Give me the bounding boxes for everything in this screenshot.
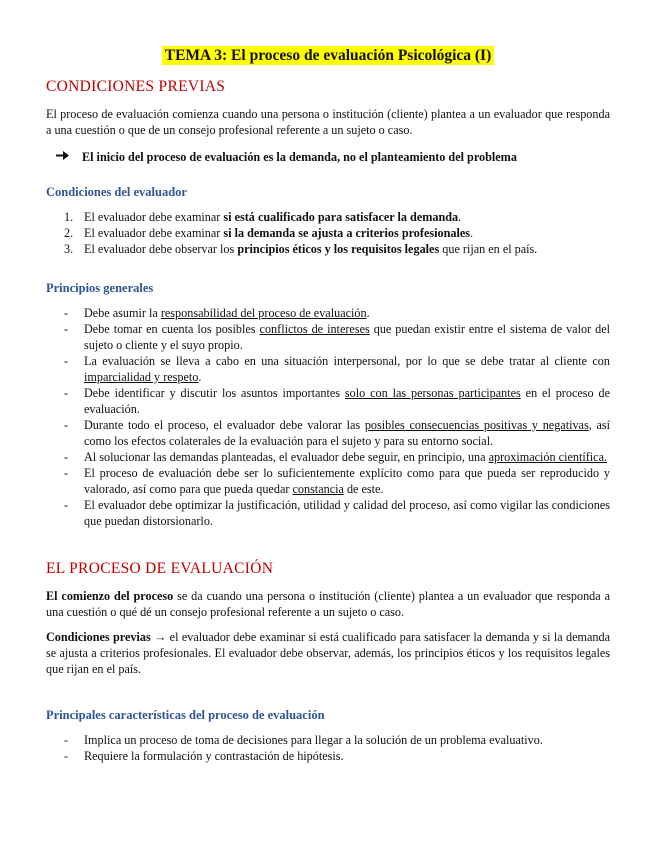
condiciones-paragraph: Condiciones previas → el evaluador debe examinar si está cualificado para satisfacer la demanda y si la demanda se ajusta a criterios profesionales. El evaluador debe observar, además, los principios éticos y los requisitos legales que rijan en el país. [46,630,610,676]
intro-paragraph: El proceso de evaluación comienza cuando una persona o institución (cliente) plantea a un evaluador que responda a una cuestión o que de un consejo profesional referente a un sujeto o caso. [46,107,610,137]
list-item: - Al solucionar las demandas planteadas, el evaluador debe seguir, en principio, una aproximación científica. [64,450,608,464]
arrow-right-icon [56,149,82,165]
list-item: - El evaluador debe optimizar la justificación, utilidad y calidad del proceso, así como vigilar las condiciones que puedan distorsionarlo. [64,498,610,528]
list-item: 3. El evaluador debe observar los principios éticos y los requisitos legales que rijan en el país. [64,242,538,256]
list-item: - Requiere la formulación y contrastación de hipótesis. [64,749,344,763]
list-item: - Durante todo el proceso, el evaluador debe valorar las posibles consecuencias positivas y negativas, así como los efectos colaterales de la evaluación para el sujeto y para su entorno social. [64,418,610,448]
key-point [56,149,610,165]
heading-proceso-evaluacion: EL PROCESO DE EVALUACIÓN [46,560,274,577]
key-point-text: El inicio del proceso de evaluación es la demanda, no el planteamiento del problema [82,150,517,164]
page-title: TEMA 3: El proceso de evaluación Psicológica (I) [162,46,494,65]
evaluator-conditions-list [46,209,610,257]
list-item: 1. El evaluador debe examinar si está cualificado para satisfacer la demanda. [64,210,462,224]
list-item: - Implica un proceso de toma de decisiones para llegar a la solución de un problema evaluativo. [64,733,543,747]
list-item: - Debe tomar en cuenta los posibles conflictos de intereses que puedan existir entre el sistema de valor del sujeto o cliente y el suyo propio. [64,322,611,352]
comienzo-paragraph: El comienzo del proceso se da cuando una persona o institución (cliente) plantea a un evaluador que responda a una cuestión o qué dé un consejo profesional referente a un sujeto o caso. [46,589,610,619]
list-item: - La evaluación se lleva a cabo en una situación interpersonal, por lo que se debe tratar al cliente con imparcialidad y respeto. [64,354,610,384]
list-item: - Debe asumir la responsabilidad del proceso de evaluación. [64,306,370,320]
heading-condiciones-evaluador: Condiciones del evaluador [46,185,187,199]
list-item: - Debe identificar y discutir los asuntos importantes solo con las personas participantes en el proceso de evaluación. [64,386,610,416]
heading-caracteristicas: Principales características del proceso de evaluación [46,708,325,722]
list-item: - El proceso de evaluación debe ser lo suficientemente explícito como para que pueda ser reproducido y valorado, así como para que pueda quedar constancia de este. [64,466,610,496]
principles-list [46,305,610,529]
document-page [46,0,610,764]
characteristics-list [46,732,610,764]
list-item: 2. El evaluador debe examinar si la demanda se ajusta a criterios profesionales. [64,226,474,240]
title-wrap [46,46,610,65]
heading-condiciones-previas: CONDICIONES PREVIAS [46,78,226,95]
heading-principios-generales: Principios generales [46,281,154,295]
